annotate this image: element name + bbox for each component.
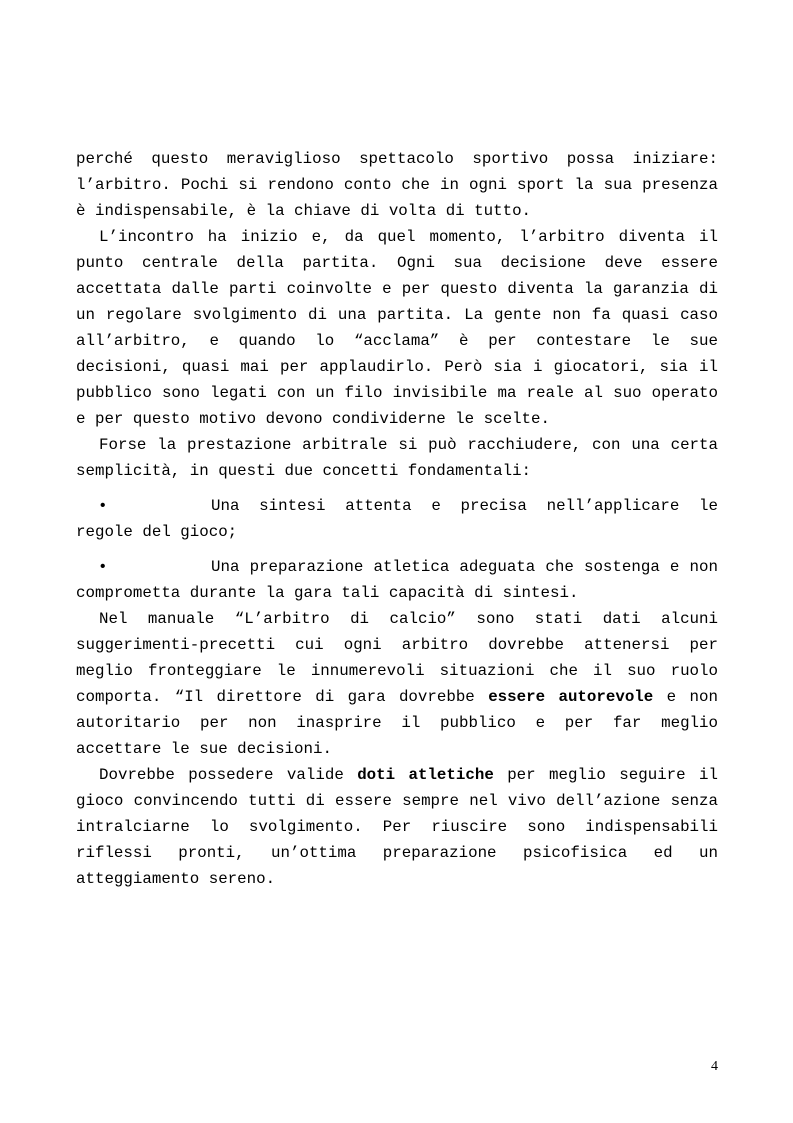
bullet-icon: • xyxy=(98,558,108,576)
paragraph-intro: perché questo meraviglioso spettacolo sportivo possa iniziare: l’arbitro. Pochi si rendono conto che in ogni sport la sua presenza è indispensabile, è la chiave di volta di tutto. xyxy=(76,150,718,220)
paragraph-manual-bold: essere autorevole xyxy=(488,688,654,706)
paragraph-athletic xyxy=(76,762,718,892)
bullet-item-synthesis xyxy=(76,493,718,545)
paragraph-athletic-bold: doti atletiche xyxy=(357,766,494,784)
bullet-text-preparation: Una preparazione atletica adeguata che sostenga e non comprometta durante la gara tali capacità di sintesi. xyxy=(76,558,718,602)
page-number: 4 xyxy=(711,1059,718,1074)
paragraph-athletic-before: Dovrebbe possedere valide xyxy=(99,766,358,784)
paragraph-match-start: L’incontro ha inizio e, da quel momento, l’arbitro diventa il punto centrale della partita. Ogni sua decisione deve essere accettata dalle parti coinvolte e per questo diventa la garanzia di un regolare svolgimento di una partita. La gente non fa quasi caso all’arbitro, e quando lo “acclama” è per contestare le sue decisioni, quasi mai per applaudirlo. Però sia i giocatori, sia il pubblico sono legati con un filo invisibile ma reale al suo operato e per questo motivo devono condividerne le scelte. xyxy=(76,228,718,428)
paragraph-manual xyxy=(76,606,718,762)
paragraph-athletic-after: per meglio seguire il gioco convincendo tutti di essere sempre nel vivo dell’azione senza intralciarne lo svolgimento. Per riuscire sono indispensabili riflessi pronti, un’ottima preparazione psicofisica ed un atteggiamento sereno. xyxy=(76,766,718,888)
paragraph-manual-after: e non autoritario per non inasprire il pubblico e per far meglio accettare le sue decisioni. xyxy=(76,688,718,758)
bullet-item-preparation xyxy=(76,554,718,606)
document-body xyxy=(76,146,718,892)
paragraph-manual-before: Nel manuale “L’arbitro di calcio” sono stati dati alcuni suggerimenti-precetti cui ogni arbitro dovrebbe attenersi per meglio fronteggiare le innumerevoli situazioni che il suo ruolo comporta. “Il direttore di gara dovrebbe xyxy=(76,610,718,706)
paragraph-concepts-intro: Forse la prestazione arbitrale si può racchiudere, con una certa semplicità, in questi due concetti fondamentali: xyxy=(76,436,718,480)
bullet-text-synthesis: Una sintesi attenta e precisa nell’applicare le regole del gioco; xyxy=(76,497,718,541)
bullet-icon: • xyxy=(98,497,108,515)
